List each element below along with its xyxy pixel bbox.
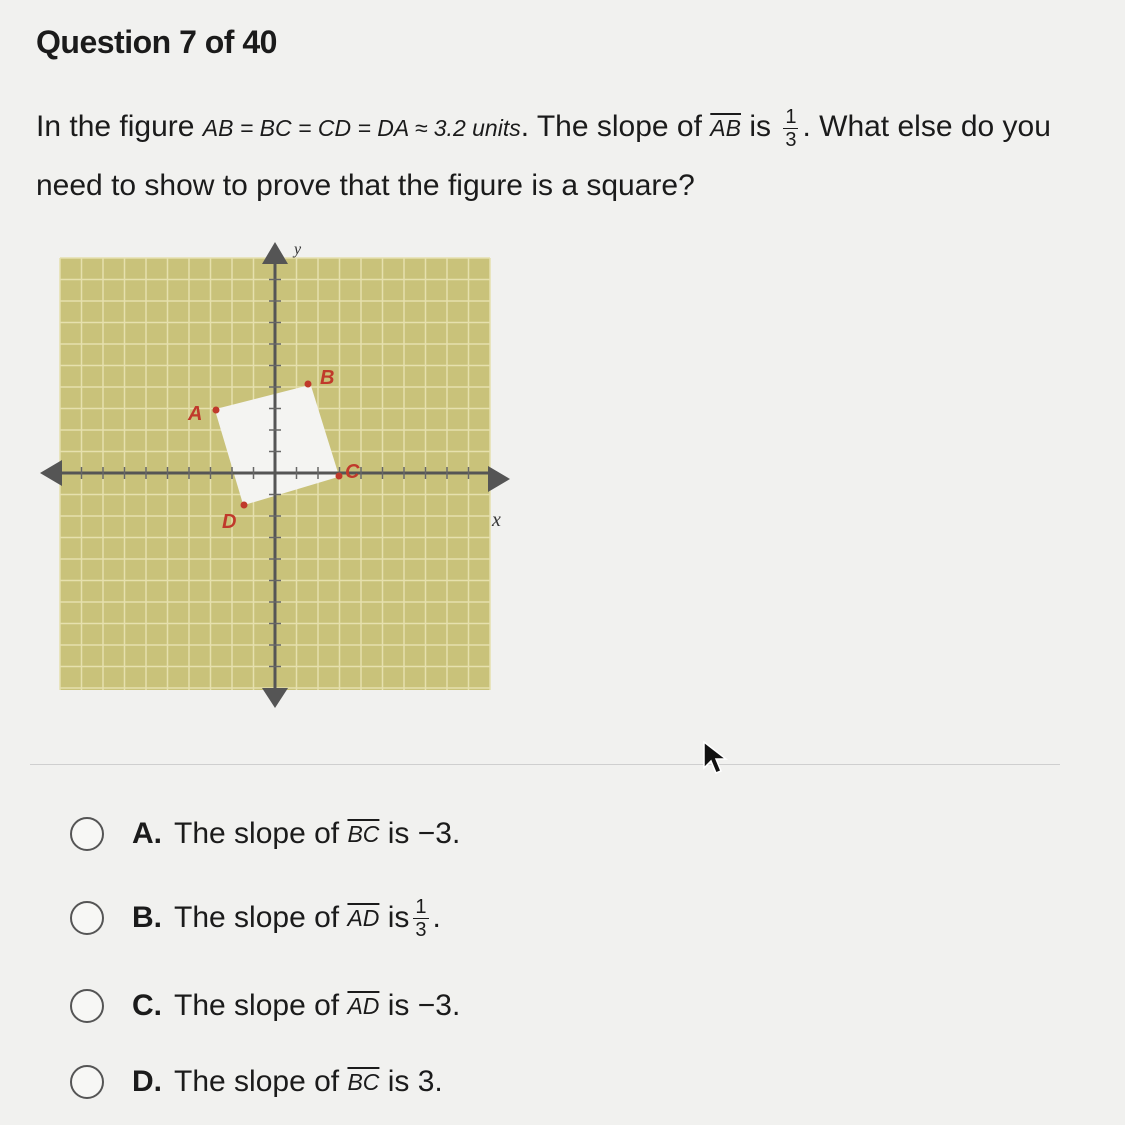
choice-text: The slope of — [174, 1065, 340, 1098]
choice-text-end: is −3. — [387, 989, 461, 1022]
coordinate-grid-svg — [40, 238, 520, 718]
choice-text-end: . — [432, 901, 441, 934]
point-c-dot — [336, 473, 343, 480]
fraction-denominator: 3 — [415, 918, 427, 941]
radio-button-c[interactable] — [70, 989, 104, 1023]
choice-text-mid: is — [387, 901, 410, 934]
stem-text-2: . The slope of — [520, 110, 711, 143]
x-axis-left-arrow — [40, 460, 62, 486]
coordinate-figure — [40, 238, 520, 723]
mouse-pointer-icon — [702, 740, 728, 781]
point-a-dot — [213, 407, 220, 414]
x-axis-label: x — [492, 509, 501, 531]
choice-text-end: is −3. — [387, 817, 461, 850]
choice-letter: B. — [132, 901, 162, 934]
y-axis-up-arrow — [262, 242, 288, 264]
answer-choice-c[interactable] — [70, 984, 460, 1028]
fraction-numerator: 1 — [785, 105, 797, 128]
choice-text: The slope of — [174, 989, 340, 1022]
stem-text-3: is — [740, 110, 780, 143]
question-stem — [36, 98, 1096, 215]
answer-choice-b[interactable] — [70, 896, 441, 940]
choice-segment: $\overline{BC}$ — [347, 820, 380, 847]
stem-text-4: . What else do you need to show to prove that the figure is a square? — [36, 110, 1051, 202]
point-d-label: D — [222, 511, 237, 533]
choice-text: The slope of — [174, 901, 340, 934]
question-header: Question 7 of 40 — [36, 24, 277, 60]
stem-equation: AB = BC = CD = DA ≈ 3.2 units — [202, 115, 521, 141]
answer-choice-d[interactable] — [70, 1060, 443, 1104]
stem-slope-fraction — [783, 106, 798, 151]
answer-choice-a[interactable] — [70, 812, 460, 856]
choice-letter: D. — [132, 1065, 162, 1098]
choice-segment: $\overline{BC}$ — [347, 1068, 380, 1095]
stem-segment-ab: $\overline{AB}$ — [710, 115, 741, 141]
choice-letter: A. — [132, 817, 162, 850]
choice-text: The slope of — [174, 817, 340, 850]
choice-text-end: is 3. — [387, 1065, 443, 1098]
choice-segment: $\overline{AD}$ — [347, 904, 380, 931]
choice-letter: C. — [132, 989, 162, 1022]
point-b-dot — [305, 381, 312, 388]
x-axis-right-arrow — [488, 466, 510, 492]
choice-fraction — [413, 896, 428, 941]
fraction-numerator: 1 — [415, 895, 427, 918]
point-d-dot — [241, 502, 248, 509]
radio-button-b[interactable] — [70, 901, 104, 935]
point-b-label: B — [320, 367, 335, 389]
fraction-denominator: 3 — [785, 128, 797, 151]
y-axis-down-arrow — [262, 688, 288, 708]
stem-text-1: In the figure — [36, 110, 203, 143]
radio-button-a[interactable] — [70, 817, 104, 851]
y-axis-label: y — [294, 241, 302, 258]
point-a-label: A — [188, 403, 203, 425]
pointer-glyph — [702, 740, 728, 776]
section-divider — [30, 764, 1060, 765]
choice-segment: $\overline{AD}$ — [347, 992, 380, 1019]
radio-button-d[interactable] — [70, 1065, 104, 1099]
point-c-label: C — [345, 461, 360, 483]
